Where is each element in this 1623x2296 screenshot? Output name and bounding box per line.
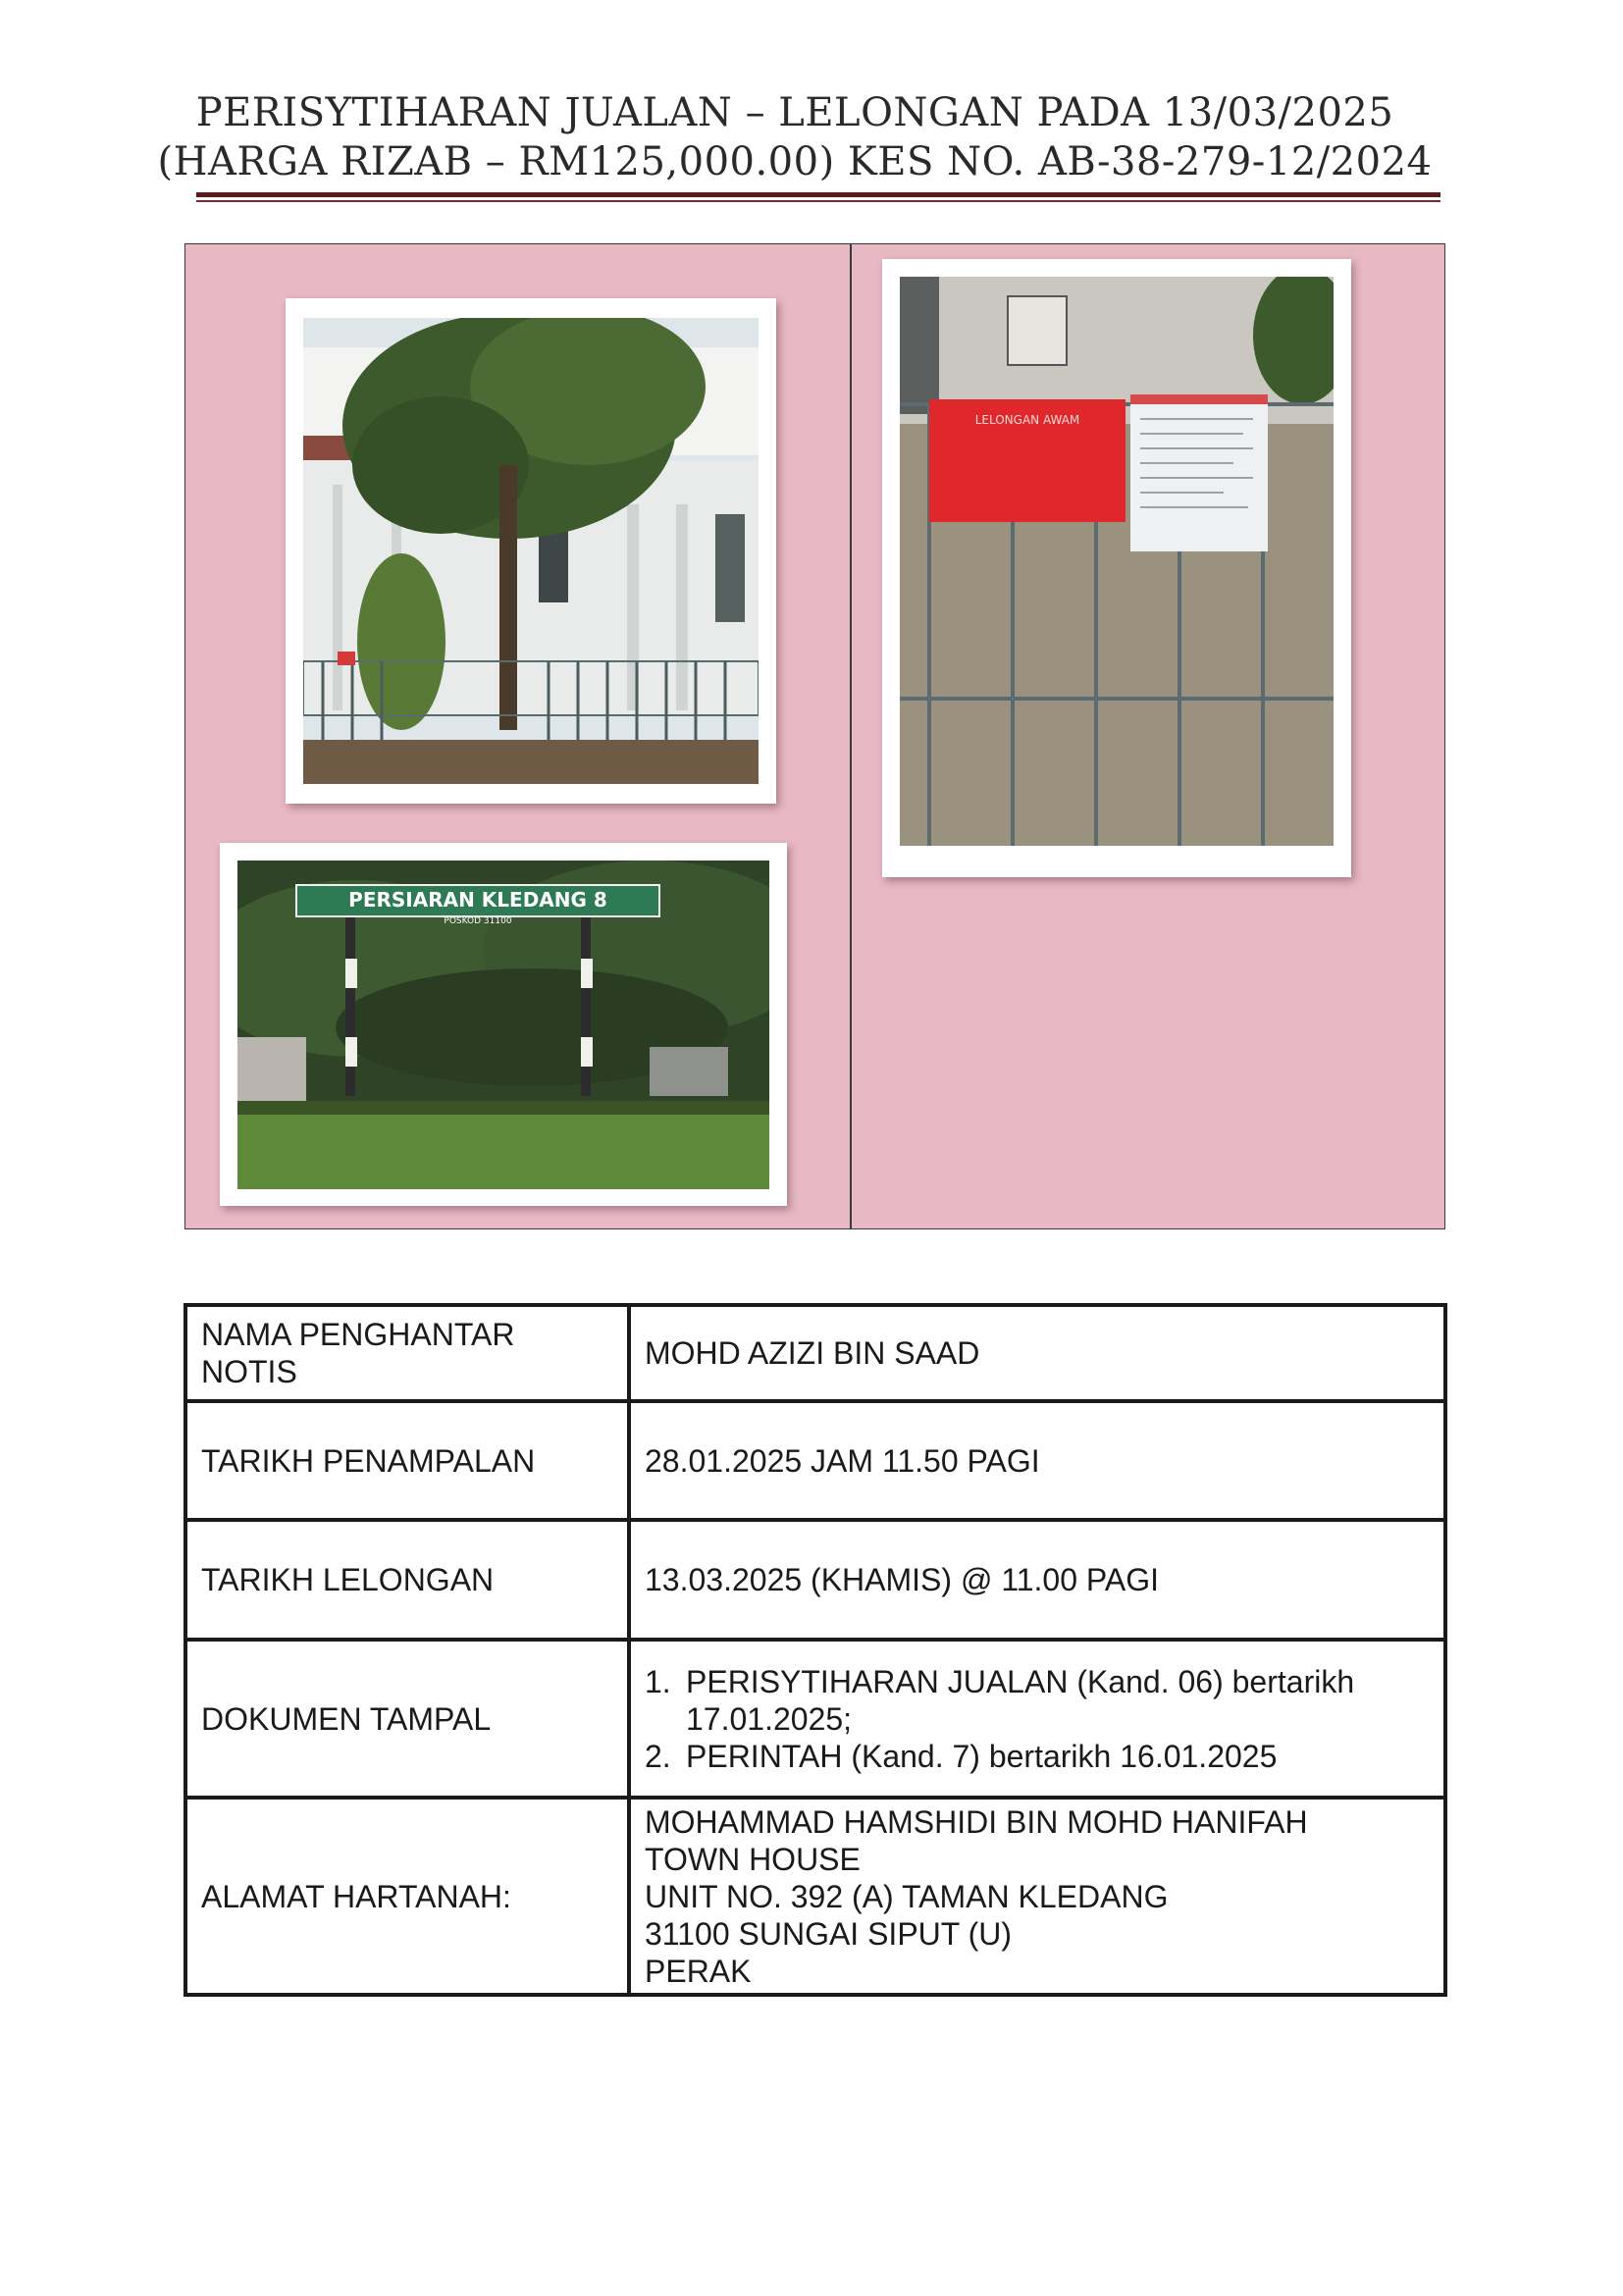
- address-line: TOWN HOUSE: [645, 1841, 861, 1877]
- table-row-documents: [185, 1640, 1445, 1798]
- list-item-number: 2.: [645, 1738, 671, 1774]
- house-photo: [303, 318, 759, 784]
- title-line-2: (HARGA RIZAB – RM125,000.00) KES NO. AB-38-279-12/2024: [157, 139, 1433, 184]
- street-sign-name: PERSIARAN KLEDANG 8: [348, 888, 607, 912]
- notice-sender-value: MOHD AZIZI BIN SAAD: [629, 1305, 1445, 1401]
- list-item: [645, 1738, 1430, 1775]
- table-row-auction-date: [185, 1520, 1445, 1640]
- street-sign-postcode: POSKOD 31100: [444, 916, 512, 926]
- title-underline-thin: [196, 200, 1440, 202]
- address-label: ALAMAT HARTANAH:: [185, 1798, 629, 1995]
- title-line-1: PERISYTIHARAN JUALAN – LELONGAN PADA 13/03/2025: [195, 90, 1394, 135]
- notice-photo-frame: [882, 259, 1351, 877]
- board-divider: [850, 244, 852, 1228]
- title-underline: [196, 192, 1440, 197]
- posting-date-label: TARIKH PENAMPALAN: [185, 1401, 629, 1520]
- table-row-notice-sender: [185, 1305, 1445, 1401]
- documents-list: [645, 1663, 1430, 1775]
- auction-date-label: TARIKH LELONGAN: [185, 1520, 629, 1640]
- posting-date-value: 28.01.2025 JAM 11.50 PAGI: [629, 1401, 1445, 1520]
- street-sign-photo: [237, 861, 769, 1189]
- document-title: [137, 88, 1452, 186]
- notice-sender-label: NAMA PENGHANTAR NOTIS: [185, 1305, 629, 1401]
- table-row-address: [185, 1798, 1445, 1995]
- address-line: MOHAMMAD HAMSHIDI BIN MOHD HANIFAH: [645, 1803, 1308, 1840]
- street-sign-photo-frame: [220, 843, 787, 1206]
- address-line: UNIT NO. 392 (A) TAMAN KLEDANG: [645, 1878, 1169, 1914]
- list-item: [645, 1663, 1430, 1738]
- list-item-number: 1.: [645, 1663, 671, 1699]
- photo-board: [184, 243, 1445, 1229]
- table-row-posting-date: [185, 1401, 1445, 1520]
- list-item-text: PERINTAH (Kand. 7) bertarikh 16.01.2025: [686, 1738, 1278, 1774]
- documents-label: DOKUMEN TAMPAL: [185, 1640, 629, 1798]
- address-value: [629, 1798, 1445, 1995]
- documents-value: [629, 1640, 1445, 1798]
- list-item-text: PERISYTIHARAN JUALAN (Kand. 06) bertarikh 17.01.2025;: [686, 1663, 1355, 1737]
- address-line: PERAK: [645, 1953, 752, 1989]
- notice-photo: [900, 277, 1334, 846]
- address-line: 31100 SUNGAI SIPUT (U): [645, 1915, 1013, 1952]
- house-photo-frame: [286, 298, 776, 804]
- auction-date-value: 13.03.2025 (KHAMIS) @ 11.00 PAGI: [629, 1520, 1445, 1640]
- notice-title: LELONGAN AWAM: [974, 413, 1080, 427]
- notice-details-table: [183, 1303, 1447, 1997]
